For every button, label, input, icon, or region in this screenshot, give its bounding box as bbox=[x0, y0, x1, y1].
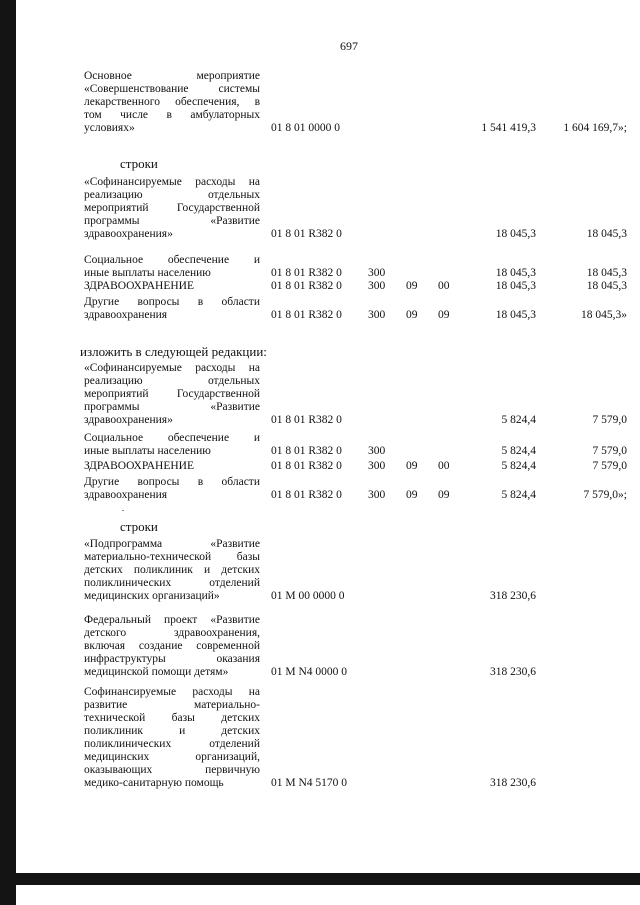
block3-heading: изложить в следующей редакции: bbox=[80, 344, 267, 359]
row-name-line: инфраструктуры оказания bbox=[84, 653, 260, 665]
row-name-line: оказывающих первичную bbox=[84, 764, 260, 776]
row-name-line: развитие материально- bbox=[84, 699, 260, 711]
row-code: 01 8 01 R382 0 bbox=[271, 280, 342, 292]
row-name-line: программы «Развитие bbox=[84, 401, 260, 413]
row-name bbox=[84, 538, 260, 603]
scan-left-border bbox=[0, 0, 16, 905]
row-code: 01 8 01 R382 0 bbox=[271, 414, 342, 426]
row-name-line: «Подпрограмма «Развитие bbox=[84, 538, 260, 550]
row-name bbox=[84, 362, 260, 427]
row-sum1: 1 541 419,3 bbox=[481, 122, 536, 134]
scan-bottom-border bbox=[0, 873, 640, 885]
row-code: 01 8 01 0000 0 bbox=[271, 122, 340, 134]
row-sum2: 18 045,3 bbox=[586, 228, 627, 240]
row-code: 01 М N4 0000 0 bbox=[271, 666, 348, 678]
row-pr: 00 bbox=[438, 280, 450, 292]
row-sum1: 18 045,3 bbox=[495, 280, 536, 292]
row-name-line: условиях» bbox=[84, 122, 135, 134]
row-name-line: программы «Развитие bbox=[84, 215, 260, 227]
row-name-line: том числе в амбулаторных bbox=[84, 109, 260, 121]
row-name-line: Другие вопросы в области bbox=[84, 296, 260, 308]
row-name-line: поликлинических отделений bbox=[84, 738, 260, 750]
row-sum2: 18 045,3 bbox=[586, 267, 627, 279]
row-name-line: реализацию отдельных bbox=[84, 375, 260, 387]
row-vr: 300 bbox=[368, 489, 386, 501]
row-name-line: поликлиник и детских bbox=[84, 725, 260, 737]
block4-heading: строки bbox=[120, 519, 158, 534]
row-vr: 300 bbox=[368, 445, 386, 457]
row-name-line: «Совершенствование системы bbox=[84, 83, 260, 95]
row-name-line: здравоохранения bbox=[84, 309, 168, 321]
row-sum1: 5 824,4 bbox=[501, 460, 536, 472]
row-pr: 09 bbox=[438, 489, 450, 501]
row-sum1: 5 824,4 bbox=[501, 489, 536, 501]
row-name-line: здравоохранения» bbox=[84, 228, 173, 240]
row-name-line: «Софинансируемые расходы на bbox=[84, 362, 260, 374]
row-name-line: Социальное обеспечение и bbox=[84, 254, 260, 266]
row-sum1: 318 230,6 bbox=[490, 590, 536, 602]
row-code: 01 М 00 0000 0 bbox=[271, 590, 345, 602]
row-name-line: медицинских организаций» bbox=[84, 590, 220, 602]
row-name-line: детских поликлиник и детских bbox=[84, 564, 260, 576]
row-name bbox=[84, 280, 260, 293]
row-code: 01 8 01 R382 0 bbox=[271, 445, 342, 457]
row-code: 01 М N4 5170 0 bbox=[271, 777, 348, 789]
row-name-line: Основное мероприятие bbox=[84, 70, 260, 82]
row-name-line: детского здравоохранения, bbox=[84, 627, 260, 639]
row-vr: 300 bbox=[368, 267, 386, 279]
row-name-line: иные выплаты населению bbox=[84, 445, 211, 457]
row-sum1: 18 045,3 bbox=[495, 309, 536, 321]
row-rz: 09 bbox=[406, 460, 418, 472]
row-sum1: 5 824,4 bbox=[501, 445, 536, 457]
row-name-line: реализацию отдельных bbox=[84, 189, 260, 201]
row-name bbox=[84, 614, 260, 679]
row-sum1: 18 045,3 bbox=[495, 228, 536, 240]
row-name-line: медико-санитарную помощь bbox=[84, 777, 224, 789]
row-code: 01 8 01 R382 0 bbox=[271, 228, 342, 240]
row-sum2: 7 579,0»; bbox=[583, 489, 627, 501]
row-name-line: лекарственного обеспечения, в bbox=[84, 96, 260, 108]
row-name bbox=[84, 296, 260, 322]
row-name-line: Социальное обеспечение и bbox=[84, 432, 260, 444]
row-sum1: 318 230,6 bbox=[490, 777, 536, 789]
row-name-line: Другие вопросы в области bbox=[84, 476, 260, 488]
row-vr: 300 bbox=[368, 460, 386, 472]
row-name bbox=[84, 686, 260, 790]
row-name-line: ЗДРАВООХРАНЕНИЕ bbox=[84, 460, 195, 472]
row-code: 01 8 01 R382 0 bbox=[271, 309, 342, 321]
row-name bbox=[84, 432, 260, 458]
scan-speck bbox=[122, 510, 124, 511]
block2-heading: строки bbox=[120, 156, 158, 171]
row-name-line: здравоохранения» bbox=[84, 414, 173, 426]
row-name-line: поликлинических отделений bbox=[84, 577, 260, 589]
row-name bbox=[84, 476, 260, 502]
row-name-line: материально-технической базы bbox=[84, 551, 260, 563]
row-code: 01 8 01 R382 0 bbox=[271, 460, 342, 472]
row-name-line: «Софинансируемые расходы на bbox=[84, 176, 260, 188]
row-pr: 00 bbox=[438, 460, 450, 472]
row-vr: 300 bbox=[368, 309, 386, 321]
page-number: 697 bbox=[340, 39, 358, 53]
row-name bbox=[84, 176, 260, 241]
row-name-line: включая создание современной bbox=[84, 640, 260, 652]
row-sum2: 1 604 169,7»; bbox=[563, 122, 627, 134]
row-pr: 09 bbox=[438, 309, 450, 321]
row-sum1: 18 045,3 bbox=[495, 267, 536, 279]
row-rz: 09 bbox=[406, 280, 418, 292]
row-name-line: медицинской помощи детям» bbox=[84, 666, 229, 678]
row-name bbox=[84, 70, 260, 135]
row-sum2: 7 579,0 bbox=[592, 445, 627, 457]
row-sum1: 5 824,4 bbox=[501, 414, 536, 426]
row-name-line: мероприятий Государственной bbox=[84, 202, 260, 214]
row-sum2: 7 579,0 bbox=[592, 414, 627, 426]
row-sum1: 318 230,6 bbox=[490, 666, 536, 678]
row-name-line: медицинских организаций, bbox=[84, 751, 260, 763]
row-code: 01 8 01 R382 0 bbox=[271, 489, 342, 501]
row-name-line: технической базы детских bbox=[84, 712, 260, 724]
row-sum2: 18 045,3» bbox=[581, 309, 627, 321]
row-rz: 09 bbox=[406, 489, 418, 501]
row-name-line: мероприятий Государственной bbox=[84, 388, 260, 400]
row-rz: 09 bbox=[406, 309, 418, 321]
row-name-line: Софинансируемые расходы на bbox=[84, 686, 260, 698]
row-sum2: 7 579,0 bbox=[592, 460, 627, 472]
row-name bbox=[84, 460, 260, 473]
row-vr: 300 bbox=[368, 280, 386, 292]
row-name-line: иные выплаты населению bbox=[84, 267, 211, 279]
row-name bbox=[84, 254, 260, 280]
row-name-line: здравоохранения bbox=[84, 489, 168, 501]
row-name-line: ЗДРАВООХРАНЕНИЕ bbox=[84, 280, 195, 292]
row-sum2: 18 045,3 bbox=[586, 280, 627, 292]
row-name-line: Федеральный проект «Развитие bbox=[84, 614, 260, 626]
row-code: 01 8 01 R382 0 bbox=[271, 267, 342, 279]
